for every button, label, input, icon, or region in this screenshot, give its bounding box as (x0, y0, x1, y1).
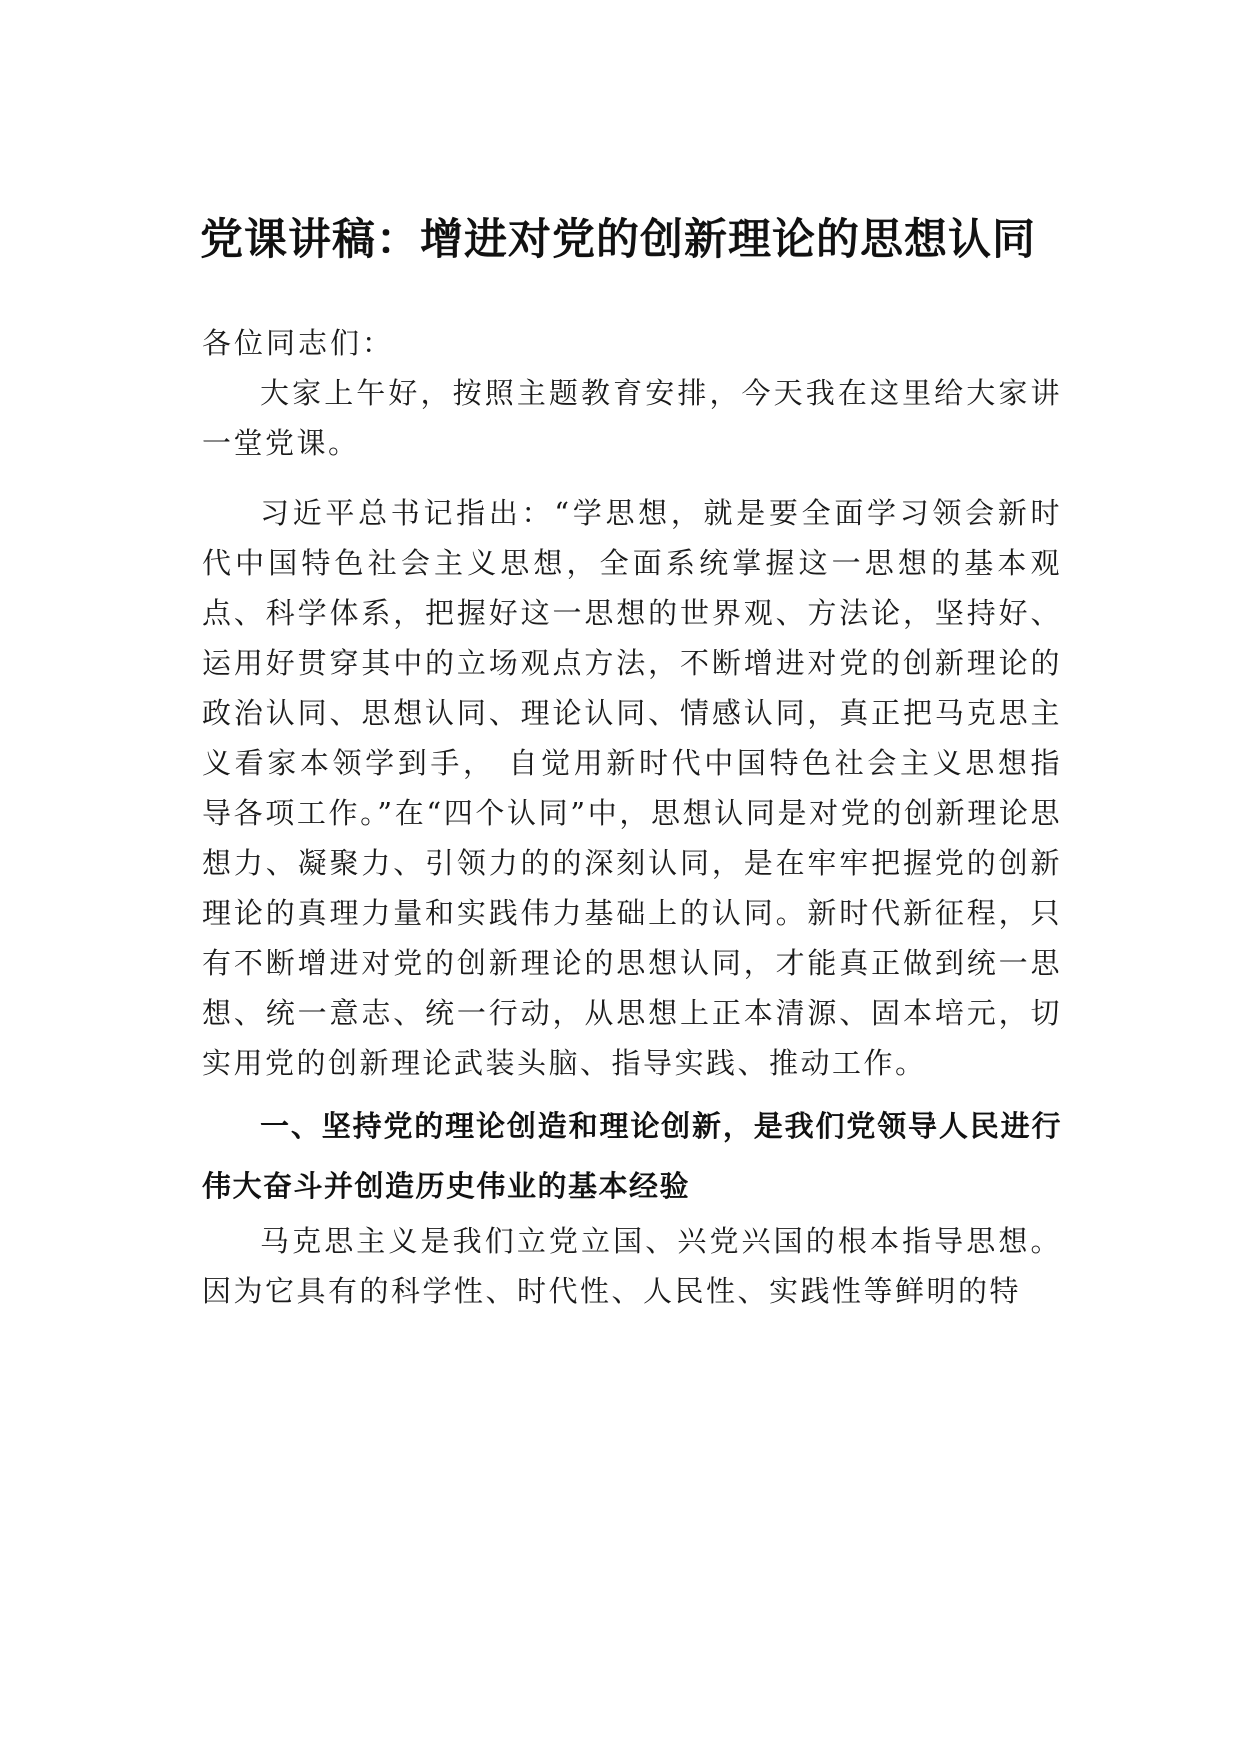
paragraph-opening: 大家上午好，按照主题教育安排，今天我在这里给大家讲一堂党课。 (202, 376, 1062, 460)
document-body (202, 210, 1062, 1316)
section-heading-1: 一、坚持党的理论创造和理论创新，是我们党领导人民进行伟大奋斗并创造历史伟业的基本经验 (202, 1109, 1062, 1203)
salutation: 各位同志们： (202, 326, 395, 360)
paragraph-quote: 习近平总书记指出：“学思想，就是要全面学习领会新时代中国特色社会主义思想，全面系统掌握这一思想的基本观点、科学体系，把握好这一思想的世界观、方法论，坚持好、运用好贯穿其中的立场观点方法，不断增进对党的创新理论的政治认同、思想认同、理论认同、情感认同，真正把马克思主义看家本领学到手， 自觉用新时代中国特色社会主义思想指导各项工作。”在“四个认同”中，思想认同是对党的创新理论思想力、凝聚力、引领力的的深刻认同，是在牢牢把握党的创新理论的真理力量和实践伟力基础上的认同。新时代新征程，只有不断增进对党的创新理论的思想认同，才能真正做到统一思想、统一意志、统一行动，从思想上正本清源、固本培元，切实用党的创新理论武装头脑、指导实践、推动工作。 (202, 496, 1062, 1080)
document-title: 党课讲稿：增进对党的创新理论的思想认同 (200, 215, 1036, 265)
section-1-paragraph: 马克思主义是我们立党立国、兴党兴国的根本指导思想。因为它具有的科学性、时代性、人民性、实践性等鲜明的特 (202, 1224, 1062, 1308)
